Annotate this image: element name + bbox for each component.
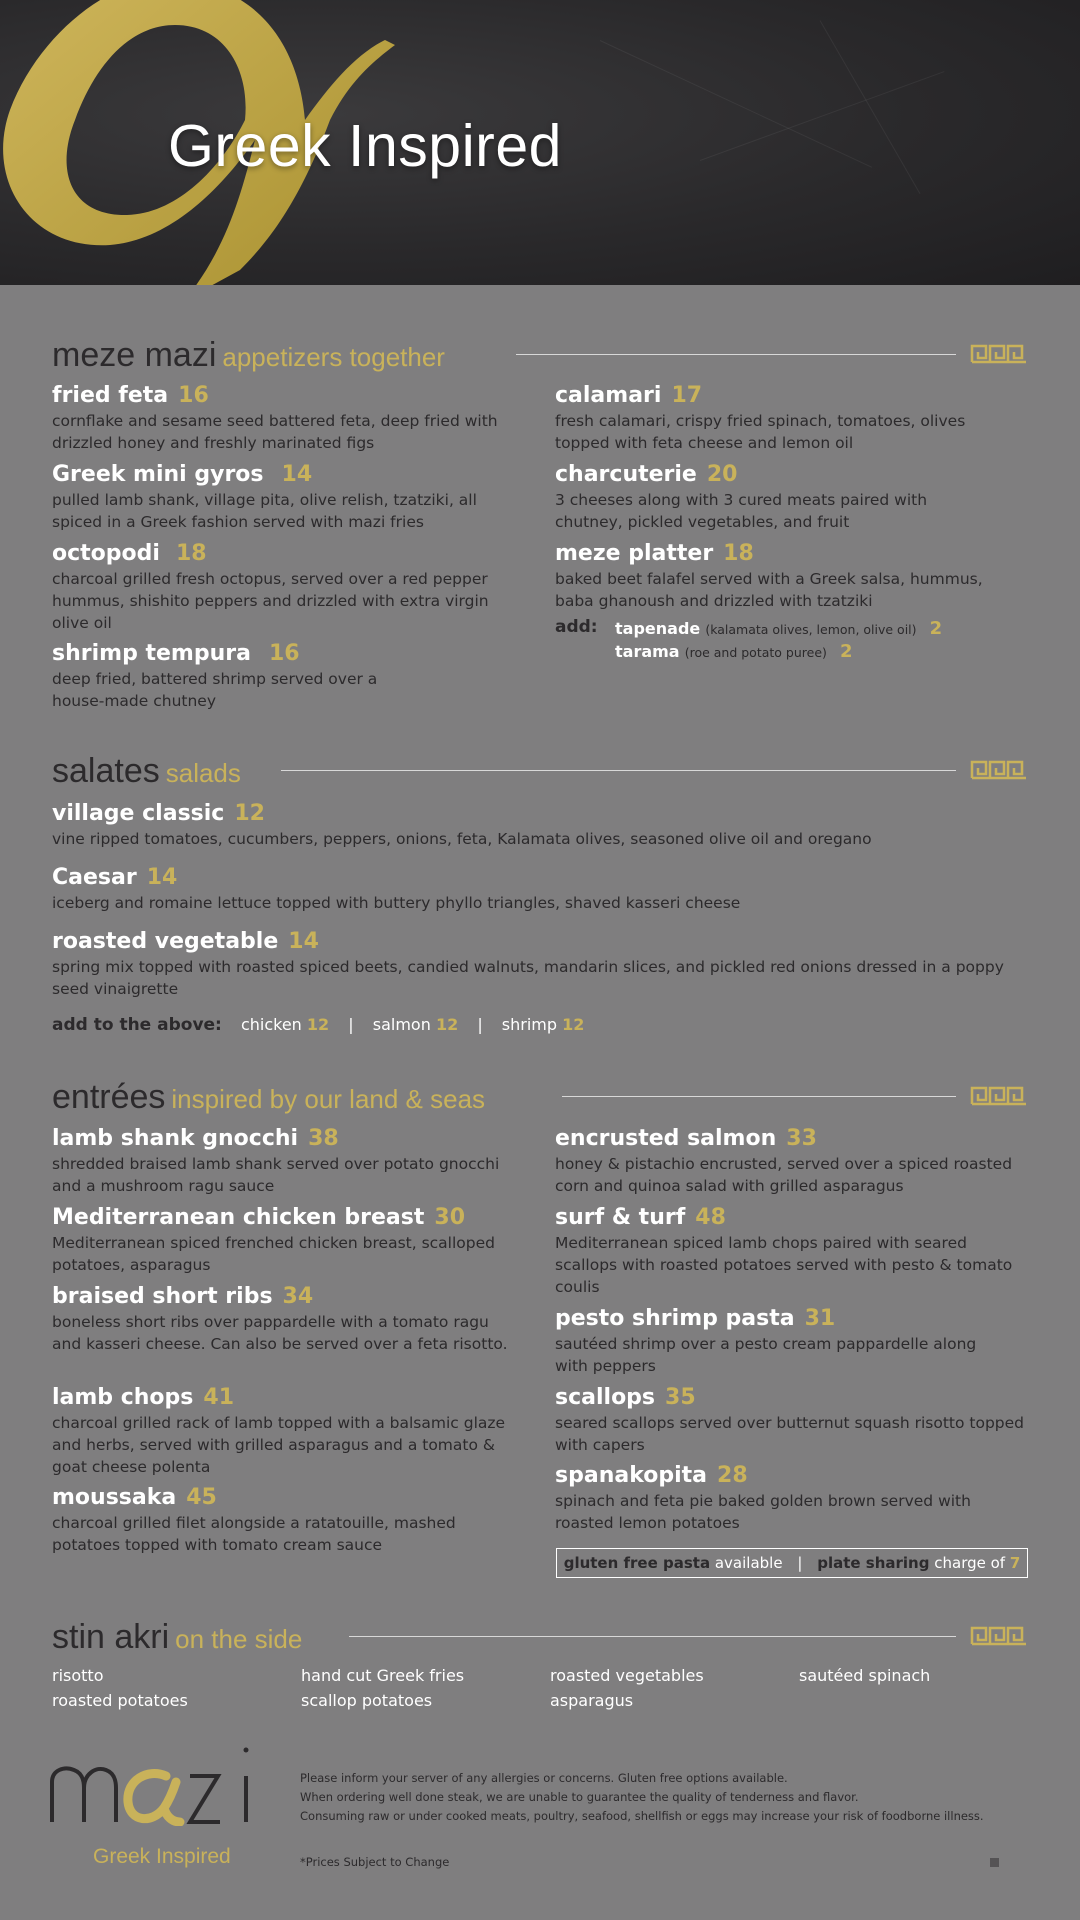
section-subtitle: appetizers together bbox=[222, 342, 445, 372]
item-price: 14 bbox=[288, 929, 319, 954]
item-description: shredded braised lamb shank served over potato gnocchi and a mushroom ragu sauce bbox=[52, 1155, 500, 1195]
item-price: 33 bbox=[786, 1126, 817, 1151]
menu-item bbox=[52, 1283, 522, 1355]
addon-price: 12 bbox=[306, 1015, 330, 1034]
item-name: meze platter bbox=[555, 541, 714, 566]
side-item: scallop potatoes bbox=[301, 1691, 433, 1710]
item-description: baked beet falafel served with a Greek salsa, hummus, baba ghanoush and drizzled with tzatziki bbox=[555, 570, 983, 610]
plate-sharing-price: 7 bbox=[1009, 1554, 1021, 1572]
item-description: charcoal grilled fresh octopus, served over a red pepper hummus, shishito peppers and drizzled with extra virgin olive oil bbox=[52, 570, 489, 632]
item-name: scallops bbox=[555, 1385, 656, 1410]
item-description: iceberg and romaine lettuce topped with buttery phyllo triangles, shaved kasseri cheese bbox=[52, 894, 741, 912]
item-description: Mediterranean spiced lamb chops paired with seared scallops with roasted potatoes served with pesto & tomato coulis bbox=[555, 1234, 1013, 1296]
price-note: *Prices Subject to Change bbox=[300, 1855, 450, 1869]
menu-item bbox=[555, 1125, 1025, 1197]
addon-name: tapenade bbox=[615, 619, 701, 638]
item-description: Mediterranean spiced frenched chicken breast, scalloped potatoes, asparagus bbox=[52, 1234, 495, 1274]
item-price: 38 bbox=[308, 1126, 339, 1151]
side-item: roasted potatoes bbox=[52, 1691, 188, 1710]
section-header-salates bbox=[52, 748, 1028, 788]
addon-name: shrimp bbox=[501, 1015, 558, 1034]
addon-name: tarama bbox=[615, 642, 680, 661]
section-subtitle: salads bbox=[165, 758, 241, 788]
item-price: 18 bbox=[175, 541, 207, 566]
item-name: lamb chops bbox=[52, 1385, 194, 1410]
item-description: honey & pistachio encrusted, served over a spiced roasted corn and quinoa salad with grilled asparagus bbox=[555, 1155, 1013, 1195]
section-divider bbox=[562, 1096, 956, 1097]
menu-item bbox=[555, 540, 1025, 612]
item-name: village classic bbox=[52, 801, 225, 826]
addon-name: salmon bbox=[372, 1015, 431, 1034]
item-price: 30 bbox=[434, 1205, 466, 1230]
section-title: entrées bbox=[52, 1078, 166, 1116]
steak-note: When ordering well done steak, we are unable to guarantee the quality of tenderness and flavor. bbox=[300, 1790, 859, 1804]
section-divider bbox=[349, 1636, 956, 1637]
section-title: salates bbox=[52, 752, 160, 790]
item-name: spanakopita bbox=[555, 1463, 708, 1488]
item-price: 45 bbox=[186, 1485, 217, 1510]
menu-item bbox=[52, 800, 1032, 850]
section-subtitle: inspired by our land & seas bbox=[171, 1084, 486, 1114]
gluten-free-label: gluten free pasta bbox=[563, 1554, 711, 1572]
menu-item bbox=[555, 382, 1025, 454]
greek-key-icon bbox=[970, 760, 1028, 780]
item-price: 14 bbox=[146, 865, 178, 890]
item-name: moussaka bbox=[52, 1485, 177, 1510]
menu-item bbox=[52, 1484, 522, 1556]
greek-key-icon bbox=[970, 344, 1028, 364]
raw-food-note: Consuming raw or under cooked meats, poultry, seafood, shellfish or eggs may increase your risk of foodborne illness. bbox=[300, 1809, 984, 1823]
item-description: fresh calamari, crispy fried spinach, tomatoes, olives topped with feta cheese and lemon oil bbox=[555, 412, 966, 452]
separator: | bbox=[477, 1015, 483, 1034]
item-price: 48 bbox=[695, 1205, 726, 1230]
salad-addons bbox=[52, 1015, 584, 1035]
item-description: boneless short ribs over pappardelle with a tomato ragu and kasseri cheese. Can also be served over a feta risotto. bbox=[52, 1313, 508, 1353]
item-name: calamari bbox=[555, 383, 662, 408]
addon-price: 2 bbox=[929, 618, 943, 639]
item-price: 16 bbox=[268, 641, 300, 666]
section-header-meze bbox=[52, 332, 1028, 372]
item-price: 18 bbox=[723, 541, 754, 566]
section-title: meze mazi bbox=[52, 336, 217, 374]
item-name: surf & turf bbox=[555, 1205, 686, 1230]
addon-price: 2 bbox=[839, 641, 853, 662]
item-price: 17 bbox=[671, 383, 703, 408]
menu-item bbox=[52, 640, 522, 712]
menu-item bbox=[52, 540, 522, 634]
side-item: sautéed spinach bbox=[799, 1666, 931, 1685]
addon-label: add to the above: bbox=[52, 1015, 222, 1035]
item-price: 12 bbox=[234, 801, 265, 826]
item-name: braised short ribs bbox=[52, 1284, 273, 1309]
menu-item bbox=[52, 382, 522, 454]
allergy-note: Please inform your server of any allergies or concerns. Gluten free options available. bbox=[300, 1771, 788, 1785]
menu-item bbox=[52, 928, 1032, 1000]
item-description: vine ripped tomatoes, cucumbers, peppers, onions, feta, Kalamata olives, seasoned olive oil and oregano bbox=[52, 830, 872, 848]
side-item: roasted vegetables bbox=[550, 1666, 704, 1685]
menu-item bbox=[52, 1204, 522, 1276]
plate-sharing-text: charge of bbox=[934, 1554, 1006, 1572]
item-name: fried feta bbox=[52, 383, 169, 408]
item-description: charcoal grilled rack of lamb topped with a balsamic glaze and herbs, served with grilled asparagus and a tomato & goat cheese polenta bbox=[52, 1414, 506, 1476]
side-item: hand cut Greek fries bbox=[301, 1666, 465, 1685]
menu-item bbox=[555, 1384, 1025, 1456]
addon-price: 12 bbox=[562, 1015, 585, 1034]
item-description: cornflake and sesame seed battered feta, deep fried with drizzled honey and freshly marinated figs bbox=[52, 412, 498, 452]
item-price: 20 bbox=[706, 462, 738, 487]
item-description: seared scallops served over butternut squash risotto topped with capers bbox=[555, 1414, 1025, 1454]
footer-square-mark bbox=[990, 1858, 999, 1867]
side-item: asparagus bbox=[550, 1691, 634, 1710]
item-name: lamb shank gnocchi bbox=[52, 1126, 299, 1151]
addon-name: chicken bbox=[240, 1015, 302, 1034]
item-description: sautéed shrimp over a pesto cream pappardelle along with peppers bbox=[555, 1335, 977, 1375]
item-description: pulled lamb shank, village pita, olive relish, tzatziki, all spiced in a Greek fashion served with mazi fries bbox=[52, 491, 477, 531]
mazi-logo bbox=[48, 1746, 258, 1826]
section-header-entrees bbox=[52, 1074, 1028, 1114]
item-name: Caesar bbox=[52, 865, 137, 890]
greek-key-icon bbox=[970, 1626, 1028, 1646]
item-name: Mediterranean chicken breast bbox=[52, 1205, 425, 1230]
menu-item bbox=[52, 1384, 522, 1478]
menu-item bbox=[52, 1125, 522, 1197]
item-name: Greek mini gyros bbox=[52, 462, 264, 487]
addon-row bbox=[615, 618, 942, 639]
separator: | bbox=[797, 1554, 803, 1572]
item-description: 3 cheeses along with 3 cured meats paired with chutney, pickled vegetables, and fruit bbox=[555, 491, 928, 531]
section-divider bbox=[281, 770, 956, 771]
item-name: encrusted salmon bbox=[555, 1126, 777, 1151]
pasta-sharing-notice bbox=[556, 1548, 1028, 1578]
item-description: spring mix topped with roasted spiced beets, candied walnuts, mandarin slices, and pickled red onions dressed in a poppy seed vinaigrette bbox=[52, 958, 1004, 998]
menu-item bbox=[555, 1305, 1025, 1377]
item-name: roasted vegetable bbox=[52, 929, 279, 954]
menu-item bbox=[555, 1204, 1025, 1298]
plate-sharing-label: plate sharing bbox=[817, 1554, 930, 1572]
separator: | bbox=[348, 1015, 354, 1034]
item-price: 31 bbox=[804, 1306, 836, 1331]
hero-banner bbox=[0, 0, 1080, 285]
item-description: charcoal grilled filet alongside a ratatouille, mashed potatoes topped with tomato cream sauce bbox=[52, 1514, 456, 1554]
addon-row bbox=[615, 641, 853, 662]
item-name: charcuterie bbox=[555, 462, 697, 487]
menu-item bbox=[52, 461, 522, 533]
addon-note: (roe and potato puree) bbox=[684, 645, 827, 660]
item-price: 14 bbox=[281, 462, 313, 487]
header-title: Greek Inspired bbox=[168, 113, 562, 179]
menu-item bbox=[555, 461, 1025, 533]
item-name: octopodi bbox=[52, 541, 160, 566]
addon-price: 12 bbox=[435, 1015, 459, 1034]
item-price: 41 bbox=[203, 1385, 235, 1410]
menu-item bbox=[52, 864, 1032, 914]
item-price: 28 bbox=[717, 1463, 748, 1488]
section-title: stin akri bbox=[52, 1618, 170, 1656]
menu-item bbox=[555, 1462, 1025, 1534]
item-description: deep fried, battered shrimp served over a house-made chutney bbox=[52, 670, 378, 710]
gluten-free-text: available bbox=[714, 1554, 783, 1572]
item-price: 16 bbox=[178, 383, 209, 408]
addon-label: add: bbox=[555, 617, 598, 637]
side-item: risotto bbox=[52, 1666, 104, 1685]
addon-note: (kalamata olives, lemon, olive oil) bbox=[705, 622, 917, 637]
item-price: 34 bbox=[282, 1284, 314, 1309]
footer-tagline: Greek Inspired bbox=[93, 1845, 231, 1868]
item-name: pesto shrimp pasta bbox=[555, 1306, 795, 1331]
section-subtitle: on the side bbox=[175, 1624, 303, 1654]
section-header-sides bbox=[52, 1614, 1028, 1654]
greek-key-icon bbox=[970, 1086, 1028, 1106]
item-name: shrimp tempura bbox=[52, 641, 251, 666]
item-description: spinach and feta pie baked golden brown served with roasted lemon potatoes bbox=[555, 1492, 971, 1532]
item-price: 35 bbox=[665, 1385, 696, 1410]
section-divider bbox=[516, 354, 956, 355]
